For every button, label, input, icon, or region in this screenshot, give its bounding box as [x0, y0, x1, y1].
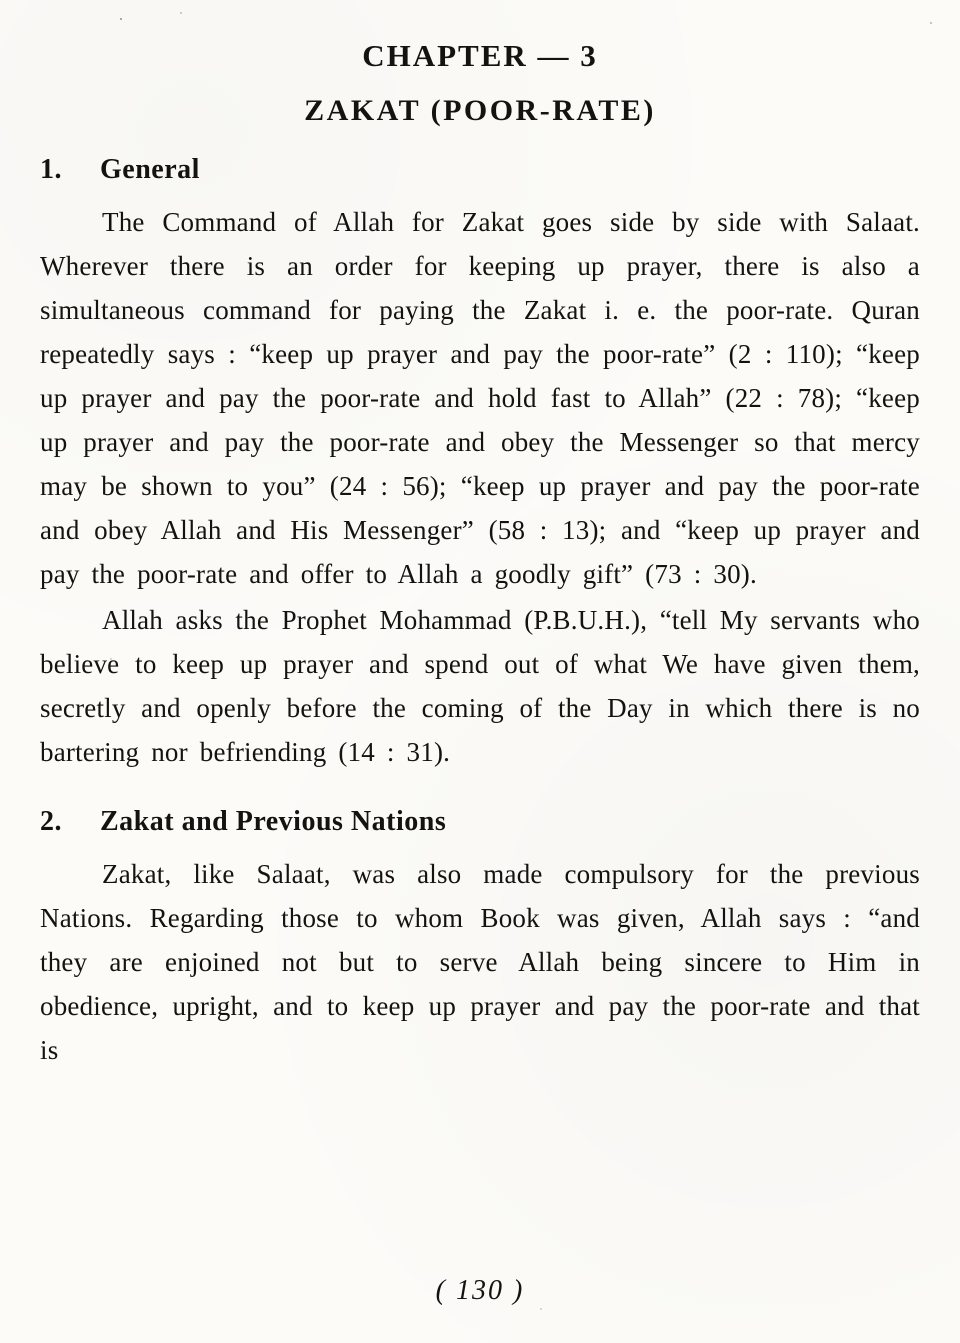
section-title: Zakat and Previous Nations [100, 806, 447, 837]
section-heading-general [40, 154, 920, 186]
scan-speckle [120, 18, 122, 20]
section-number: 1. [40, 154, 62, 185]
section-title: General [100, 154, 200, 185]
page-number: ( 130 ) [435, 1275, 525, 1306]
chapter-subtitle: ZAKAT (POOR-RATE) [304, 94, 656, 127]
section-number: 2. [40, 806, 62, 837]
paragraph: Allah asks the Prophet Mohammad (P.B.U.H.), “tell My servants who believe to keep up prayer and spend out of what We have given them, secretly and openly before the coming of the Day in which there is no bartering nor befriending (14 : 31). [40, 605, 920, 767]
chapter-title: CHAPTER — 3 [362, 38, 598, 73]
paragraph: The Command of Allah for Zakat goes side by side with Salaat. Wherever there is an order for keeping up prayer, there is also a simultaneous command for paying the Zakat i. e. the poor-rate. Quran repeatedly says : “keep up prayer and pay the poor-rate” (2 : 110); “keep up prayer and pay the poor-rate and hold fast to Allah” (22 : 78); “keep up prayer and pay the poor-rate and obey the Messenger so that mercy may be shown to you” (24 : 56); “keep up prayer and pay the poor-rate and obey Allah and His Messenger” (58 : 13); and “keep up prayer and pay the poor-rate and offer to Allah a goodly gift” (73 : 30). [40, 207, 920, 589]
section-heading-zakat-previous-nations [40, 806, 920, 838]
paragraph: Zakat, like Salaat, was also made compulsory for the previous Nations. Regarding those to whom Book was given, Allah says : “and they are enjoined not but to serve Allah being sincere to Him in obedience, upright, and to keep up prayer and pay the poor-rate and that is [40, 859, 920, 1065]
